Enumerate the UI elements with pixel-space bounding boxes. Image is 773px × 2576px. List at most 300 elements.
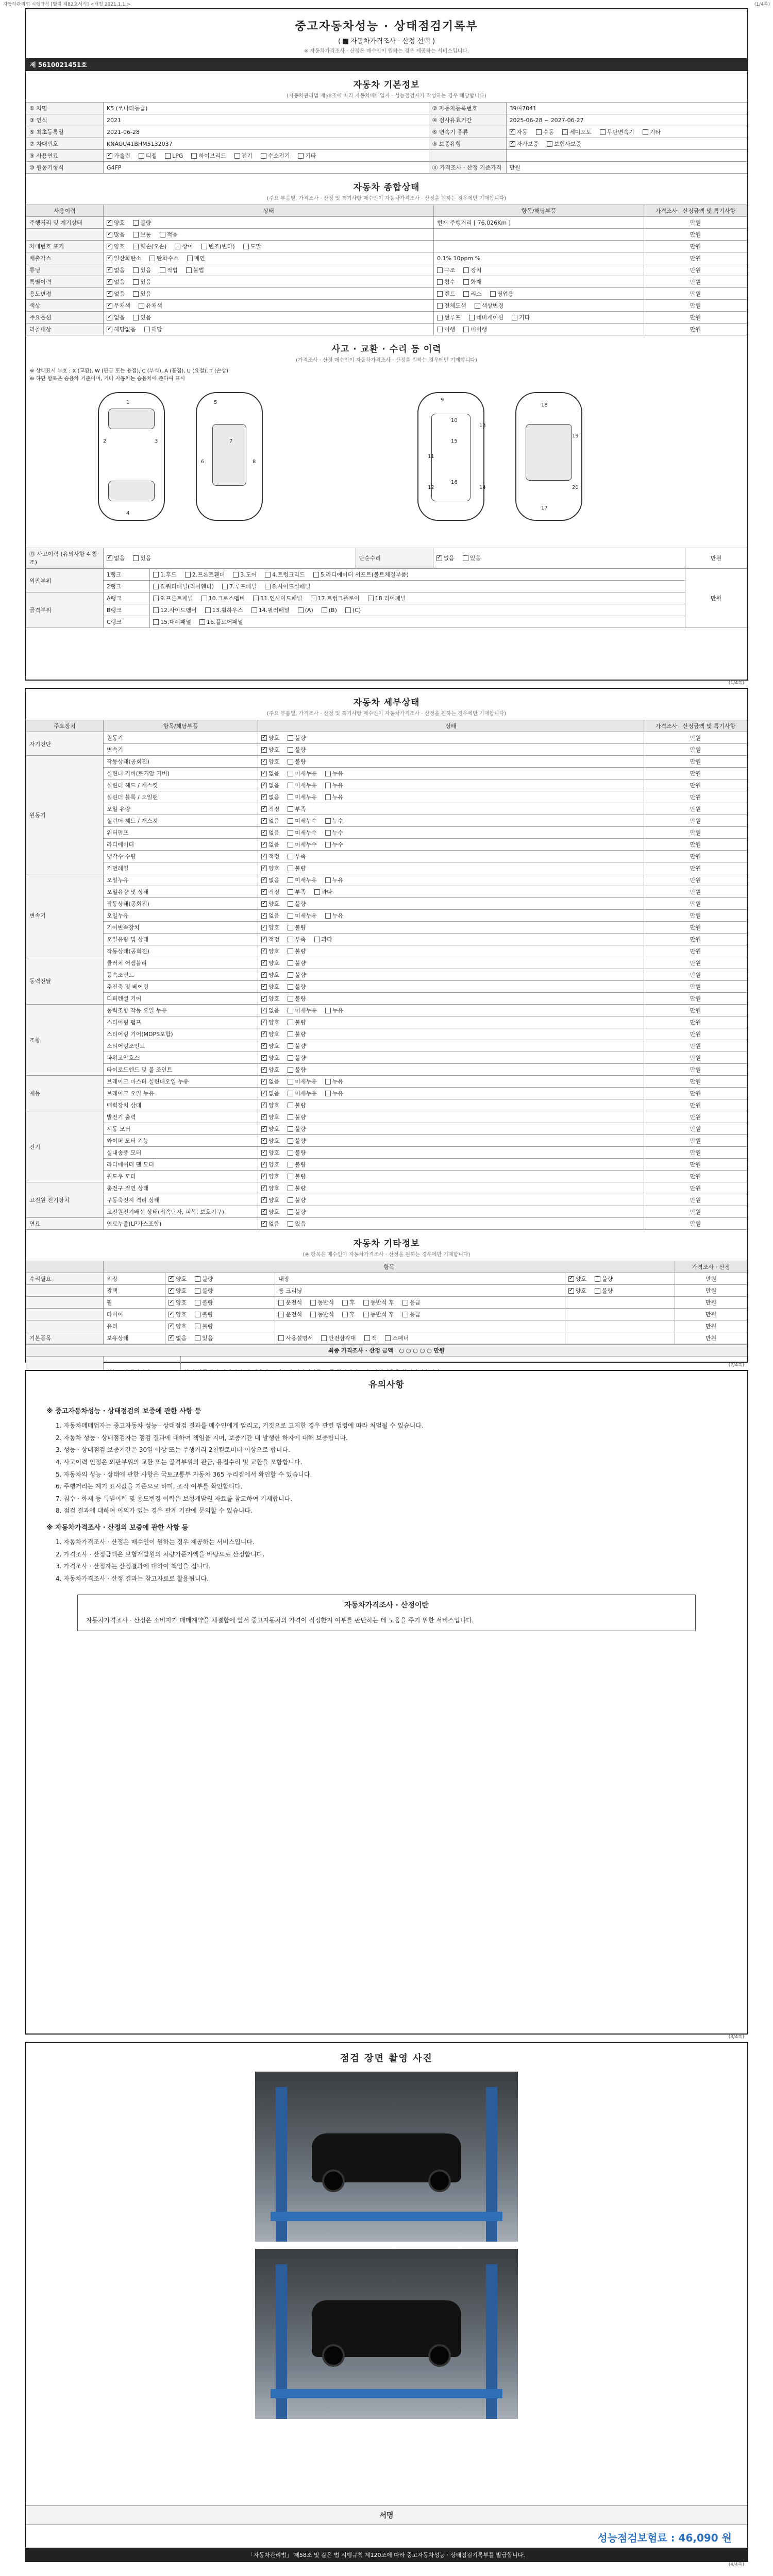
checkbox-icon[interactable] <box>475 303 480 309</box>
checkbox-icon[interactable] <box>288 854 293 859</box>
checkbox-icon[interactable] <box>169 1300 174 1306</box>
part-state: ✓ 양호 불량 <box>258 1123 644 1135</box>
checkbox-icon[interactable] <box>261 889 267 895</box>
part-name: 오일유량 및 상태 <box>104 934 258 945</box>
checkbox-icon[interactable] <box>288 1114 293 1120</box>
checkbox-icon[interactable] <box>288 818 293 824</box>
checkbox-icon[interactable] <box>288 1150 293 1156</box>
checkbox-icon[interactable] <box>463 267 469 273</box>
checkbox-icon[interactable] <box>288 1091 293 1096</box>
row-detail: 구조 장치 <box>434 264 644 276</box>
part-state: ✓ 양호 불량 <box>258 1016 644 1028</box>
checkbox-icon[interactable] <box>195 1324 200 1329</box>
checkbox-icon[interactable] <box>261 735 267 741</box>
checkbox-icon[interactable] <box>325 1091 331 1096</box>
note-item: 4. 사고이력 인정은 외판부위의 교환 또는 골격부위의 판금, 용접수리 및 교환을 포함합니다. <box>56 1458 303 1466</box>
checkbox-icon[interactable] <box>325 830 331 836</box>
checkbox-icon[interactable] <box>325 818 331 824</box>
checkbox-icon[interactable] <box>261 1020 267 1025</box>
checkbox-icon[interactable] <box>278 1335 284 1341</box>
checkbox-icon[interactable] <box>187 256 193 261</box>
checkbox-icon[interactable] <box>325 1008 331 1013</box>
checkbox-icon[interactable] <box>261 1043 267 1049</box>
checkbox-icon[interactable] <box>288 1055 293 1061</box>
part-price: 만원 <box>644 1135 747 1147</box>
part-price: 만원 <box>644 886 747 898</box>
notes-heading-2: ※ 자동차가격조사 · 산정의 보증에 관한 사항 등 <box>46 1523 189 1532</box>
checkbox-icon[interactable] <box>261 1067 267 1073</box>
checkbox-icon[interactable] <box>201 244 207 249</box>
checkbox-icon[interactable] <box>363 1300 369 1306</box>
checkbox-icon[interactable] <box>595 1276 600 1282</box>
checkbox-icon[interactable] <box>600 129 606 135</box>
part-price: 만원 <box>644 1218 747 1230</box>
checkbox-icon[interactable] <box>107 327 112 332</box>
table-row <box>26 1171 747 1182</box>
checkbox-icon[interactable] <box>261 1185 267 1191</box>
checkbox-icon[interactable] <box>261 913 267 919</box>
device-group: 동력전달 <box>26 957 104 1005</box>
basic-value: G4FP <box>104 162 429 174</box>
checkbox-icon[interactable] <box>288 1221 293 1227</box>
checkbox-icon[interactable] <box>261 901 267 907</box>
checkbox-icon[interactable] <box>107 256 112 261</box>
table-row <box>26 851 747 862</box>
checkbox-icon[interactable] <box>314 937 320 942</box>
checkbox-icon[interactable] <box>510 129 515 135</box>
checkbox-icon[interactable] <box>288 806 293 812</box>
checkbox-icon[interactable] <box>261 1114 267 1120</box>
checkbox-icon[interactable] <box>288 1079 293 1084</box>
lift-icon <box>271 2212 502 2221</box>
wheel-icon <box>322 2344 345 2367</box>
checkbox-icon[interactable] <box>288 1174 293 1179</box>
checkbox-icon[interactable] <box>107 303 112 309</box>
checkbox-icon[interactable] <box>325 877 331 883</box>
checkbox-icon[interactable] <box>185 572 191 578</box>
checkbox-icon[interactable] <box>261 1138 267 1144</box>
checkbox-icon[interactable] <box>195 1276 200 1282</box>
table-row <box>26 217 747 229</box>
row-detail: 썬루프 네비게이션 기타 <box>434 312 644 324</box>
checkbox-icon[interactable] <box>139 153 144 159</box>
table-row: 휠 ✓ 양호 불량 운전석 동반석 후 동반석 후 응급 만원 <box>26 1297 747 1309</box>
checkbox-icon[interactable] <box>288 1138 293 1144</box>
checkbox-icon[interactable] <box>368 596 374 601</box>
basic-label: ② 자동차등록번호 <box>429 103 506 114</box>
checkbox-icon[interactable] <box>437 303 443 309</box>
other-group <box>26 1297 104 1309</box>
checkbox-icon[interactable] <box>313 572 319 578</box>
checkbox-icon[interactable] <box>261 1008 267 1013</box>
checkbox-icon[interactable] <box>288 1209 293 1215</box>
checkbox-icon[interactable] <box>363 1312 369 1317</box>
checkbox-icon[interactable] <box>261 1162 267 1167</box>
checkbox-icon[interactable] <box>325 783 331 788</box>
checkbox-icon[interactable] <box>107 232 112 238</box>
checkbox-icon[interactable] <box>261 1031 267 1037</box>
checkbox-icon[interactable] <box>288 759 293 765</box>
checkbox-icon[interactable] <box>325 794 331 800</box>
checkbox-icon[interactable] <box>385 1335 391 1341</box>
checkbox-icon[interactable] <box>165 153 171 159</box>
checkbox-icon[interactable] <box>288 747 293 753</box>
checkbox-icon[interactable] <box>288 1067 293 1073</box>
checkbox-icon[interactable] <box>437 279 443 285</box>
checkbox-icon[interactable] <box>288 972 293 978</box>
table-row: 광택 ✓ 양호 불량 룸 크리닝 ✓ 양호 불량 만원 <box>26 1285 747 1297</box>
checkbox-icon[interactable] <box>133 232 139 238</box>
column-header: 가격조사 · 산정금액 및 특기사항 <box>644 720 747 732</box>
checkbox-icon[interactable] <box>222 584 228 589</box>
checkbox-icon[interactable] <box>191 153 197 159</box>
checkbox-icon[interactable] <box>288 1008 293 1013</box>
part-state: ✓ 양호 불량 <box>258 1052 644 1064</box>
checkbox-icon[interactable] <box>437 327 443 332</box>
checkbox-icon[interactable] <box>310 1312 316 1317</box>
table-row: 유리 ✓ 양호 불량 만원 <box>26 1320 747 1332</box>
row-price: 만원 <box>644 276 747 288</box>
checkbox-icon[interactable] <box>169 1324 174 1329</box>
checkbox-icon[interactable] <box>107 291 112 297</box>
checkbox-icon[interactable] <box>195 1312 200 1317</box>
checkbox-icon[interactable] <box>261 948 267 954</box>
checkbox-icon[interactable] <box>153 619 159 625</box>
checkbox-icon[interactable] <box>278 1312 284 1317</box>
checkbox-icon[interactable] <box>160 232 165 238</box>
part-price: 만원 <box>644 779 747 791</box>
checkbox-icon[interactable] <box>261 771 267 776</box>
checkbox-icon[interactable] <box>251 607 257 613</box>
checkbox-icon[interactable] <box>261 783 267 788</box>
checkbox-icon[interactable] <box>265 584 271 589</box>
checkbox-icon[interactable] <box>288 925 293 930</box>
checkbox-icon[interactable] <box>436 555 442 561</box>
part-name: 디퍼렌셜 기어 <box>104 993 258 1005</box>
checkbox-icon[interactable] <box>169 1312 174 1317</box>
checkbox-icon[interactable] <box>261 877 267 883</box>
checkbox-icon[interactable] <box>288 866 293 871</box>
checkbox-icon[interactable] <box>261 996 267 1002</box>
checkbox-icon[interactable] <box>314 889 320 895</box>
detail-title: 자동차 세부상태 <box>353 698 420 708</box>
checkbox-icon[interactable] <box>288 794 293 800</box>
basic-value: 2021-06-28 <box>104 126 429 138</box>
checkbox-icon[interactable] <box>463 555 468 561</box>
checkbox-icon[interactable] <box>288 901 293 907</box>
part-price: 만원 <box>644 732 747 744</box>
basic-label: ③ 연식 <box>26 114 104 126</box>
note-item: 1. 자동차매매업자는 중고자동차 성능 · 상태점검 결과를 매수인에게 알리고, 거짓으로 고지한 경우 관련 법령에 따라 처벌될 수 있습니다. <box>56 1422 424 1430</box>
part-state: ✓ 없음 미세누유 누유 <box>258 791 644 803</box>
row-label: 리콜대상 <box>26 324 104 335</box>
checkbox-icon[interactable] <box>261 747 267 753</box>
checkbox-icon[interactable] <box>288 783 293 788</box>
part-price: 만원 <box>644 791 747 803</box>
checkbox-icon[interactable] <box>288 1126 293 1132</box>
checkbox-icon[interactable] <box>195 1288 200 1294</box>
checkbox-icon[interactable] <box>261 1209 267 1215</box>
checkbox-icon[interactable] <box>133 555 139 561</box>
overall-table <box>26 205 747 335</box>
checkbox-icon[interactable] <box>261 972 267 978</box>
checkbox-icon[interactable] <box>288 889 293 895</box>
checkbox-icon[interactable] <box>261 842 267 848</box>
checkbox-icon[interactable] <box>261 794 267 800</box>
table-row <box>26 312 747 324</box>
checkbox-icon[interactable] <box>169 1335 174 1341</box>
checkbox-icon[interactable] <box>288 830 293 836</box>
checkbox-icon[interactable] <box>261 1174 267 1179</box>
checkbox-icon[interactable] <box>133 291 139 297</box>
checkbox-icon[interactable] <box>153 596 159 601</box>
part-price: 만원 <box>644 1016 747 1028</box>
note-item: 3. 성능 · 상태점검 보증기간은 30일 이상 또는 주행거리 2천킬로미터 이상으로 합니다. <box>56 1446 290 1454</box>
checkbox-icon[interactable] <box>310 1300 316 1306</box>
checkbox-icon[interactable] <box>195 1300 200 1306</box>
checkbox-icon[interactable] <box>510 141 515 147</box>
other-group <box>26 1285 104 1297</box>
checkbox-icon[interactable] <box>261 818 267 824</box>
diagram-label: 16 <box>451 480 458 485</box>
wheel-icon <box>322 2170 345 2192</box>
checkbox-icon[interactable] <box>261 806 267 812</box>
checkbox-icon[interactable] <box>199 619 205 625</box>
checkbox-icon[interactable] <box>547 141 552 147</box>
part-name: 클러치 어셈블리 <box>104 957 258 969</box>
checkbox-icon[interactable] <box>153 584 159 589</box>
checkbox-icon[interactable] <box>325 842 331 848</box>
part-name: 라디에이터 팬 모터 <box>104 1159 258 1171</box>
checkbox-icon[interactable] <box>261 153 266 159</box>
part-price: 만원 <box>644 862 747 874</box>
checkbox-icon[interactable] <box>288 1197 293 1203</box>
checkbox-icon[interactable] <box>261 937 267 942</box>
roof <box>212 424 246 486</box>
checkbox-icon[interactable] <box>288 1020 293 1025</box>
checkbox-icon[interactable] <box>325 913 331 919</box>
checkbox-icon[interactable] <box>322 607 327 613</box>
table-row <box>26 934 747 945</box>
checkbox-icon[interactable] <box>205 607 211 613</box>
checkbox-icon[interactable] <box>261 960 267 966</box>
checkbox-icon[interactable] <box>186 267 192 273</box>
part-name: 등속조인트 <box>104 969 258 981</box>
checkbox-icon[interactable] <box>107 315 112 320</box>
checkbox-icon[interactable] <box>288 877 293 883</box>
checkbox-icon[interactable] <box>261 1150 267 1156</box>
checkbox-icon[interactable] <box>288 842 293 848</box>
checkbox-icon[interactable] <box>133 267 139 273</box>
checkbox-icon[interactable] <box>288 996 293 1002</box>
notes-body <box>26 1390 747 1640</box>
column-header: 가격조사 · 산정금액 및 특기사항 <box>644 205 747 217</box>
checkbox-icon[interactable] <box>139 303 144 309</box>
detail-table <box>26 720 747 1230</box>
basic-row <box>26 138 747 150</box>
checkbox-icon[interactable] <box>253 596 259 601</box>
checkbox-icon[interactable] <box>643 129 648 135</box>
checkbox-icon[interactable] <box>288 1185 293 1191</box>
checkbox-icon[interactable] <box>261 830 267 836</box>
checkbox-icon[interactable] <box>133 244 139 249</box>
checkbox-icon[interactable] <box>288 1043 293 1049</box>
checkbox-icon[interactable] <box>288 735 293 741</box>
checkbox-icon[interactable] <box>201 596 207 601</box>
checkbox-icon[interactable] <box>342 1312 348 1317</box>
checkbox-icon[interactable] <box>325 1079 331 1084</box>
checkbox-icon[interactable] <box>261 1055 267 1061</box>
checkbox-icon[interactable] <box>234 153 240 159</box>
checkbox-icon[interactable] <box>288 1031 293 1037</box>
checkbox-icon[interactable] <box>568 1288 574 1294</box>
table-row <box>26 1040 747 1052</box>
checkbox-icon[interactable] <box>107 220 112 226</box>
checkbox-icon[interactable] <box>261 1091 267 1096</box>
checkbox-icon[interactable] <box>265 572 271 578</box>
car-front-view <box>98 392 165 521</box>
table-row <box>26 1005 747 1016</box>
page-3 <box>25 1370 748 2040</box>
checkbox-icon[interactable] <box>153 607 159 613</box>
checkbox-icon[interactable] <box>261 1103 267 1108</box>
part-state: ✓ 양호 불량 <box>258 1171 644 1182</box>
checkbox-icon[interactable] <box>169 1276 174 1282</box>
checkbox-icon[interactable] <box>278 1300 284 1306</box>
checkbox-icon[interactable] <box>402 1300 408 1306</box>
checkbox-icon[interactable] <box>345 607 351 613</box>
checkbox-icon[interactable] <box>437 267 443 273</box>
checkbox-icon[interactable] <box>437 315 443 320</box>
checkbox-icon[interactable] <box>463 291 469 297</box>
checkbox-icon[interactable] <box>160 267 165 273</box>
table-row <box>26 969 747 981</box>
checkbox-icon[interactable] <box>288 1103 293 1108</box>
checkbox-icon[interactable] <box>107 244 112 249</box>
table-row <box>26 910 747 922</box>
table-row: 기본품목 보유상태 ✓ 없음 있음 사용설명서 안전삼각대 잭 스패너 만원 <box>26 1332 747 1344</box>
checkbox-icon[interactable] <box>153 572 159 578</box>
table-row <box>26 791 747 803</box>
checkbox-icon[interactable] <box>261 925 267 930</box>
table-row <box>26 252 747 264</box>
table-row <box>26 229 747 241</box>
part-price: 만원 <box>644 768 747 779</box>
row-state: ✓ 없음 있음 적법 불법 <box>104 264 434 276</box>
part-name: 연료누출(LP가스포함) <box>104 1218 258 1230</box>
checkbox-icon[interactable] <box>261 1221 267 1227</box>
table-row <box>26 756 747 768</box>
checkbox-icon[interactable] <box>233 572 239 578</box>
checkbox-icon[interactable] <box>568 1276 574 1282</box>
accident-legend <box>26 366 747 382</box>
checkbox-icon[interactable] <box>195 1335 200 1341</box>
checkbox-icon[interactable] <box>321 1335 327 1341</box>
lift-icon <box>271 2389 502 2398</box>
checkbox-icon[interactable] <box>261 854 267 859</box>
part-state: ✓ 양호 불량 <box>258 898 644 910</box>
device-group: 원동기 <box>26 756 104 874</box>
checkbox-icon[interactable] <box>288 960 293 966</box>
checkbox-icon[interactable] <box>463 327 469 332</box>
checkbox-icon[interactable] <box>261 984 267 990</box>
checkbox-icon[interactable] <box>469 315 475 320</box>
checkbox-icon[interactable] <box>149 256 155 261</box>
checkbox-icon[interactable] <box>325 771 331 776</box>
part-state: ✓ 없음 미세누수 누수 <box>258 827 644 839</box>
checkbox-icon[interactable] <box>133 279 139 285</box>
checkbox-icon[interactable] <box>288 913 293 919</box>
checkbox-icon[interactable] <box>288 984 293 990</box>
basic-row <box>26 114 747 126</box>
checkbox-icon[interactable] <box>288 948 293 954</box>
checkbox-icon[interactable] <box>288 1162 293 1167</box>
checkbox-icon[interactable] <box>288 937 293 942</box>
basic-label: ④ 검사유효기간 <box>429 114 506 126</box>
checkbox-icon[interactable] <box>311 596 316 601</box>
checkbox-icon[interactable] <box>144 327 150 332</box>
checkbox-icon[interactable] <box>402 1312 408 1317</box>
checkbox-icon[interactable] <box>169 1288 174 1294</box>
diagram-label: 17 <box>541 505 548 511</box>
checkbox-icon[interactable] <box>298 153 304 159</box>
part-price: 만원 <box>644 1111 747 1123</box>
checkbox-icon[interactable] <box>463 279 469 285</box>
checkbox-icon[interactable] <box>490 291 496 297</box>
part-name: 충전구 절연 상태 <box>104 1182 258 1194</box>
table-row <box>26 886 747 898</box>
checkbox-icon[interactable] <box>175 244 180 249</box>
table-row <box>26 288 747 300</box>
checkbox-icon[interactable] <box>133 315 139 320</box>
part-name: 냉각수 수량 <box>104 851 258 862</box>
checkbox-icon[interactable] <box>512 315 517 320</box>
checkbox-icon[interactable] <box>364 1335 370 1341</box>
checkbox-icon[interactable] <box>342 1300 348 1306</box>
basic-row <box>26 162 747 174</box>
checkbox-icon[interactable] <box>562 129 568 135</box>
checkbox-icon[interactable] <box>107 555 112 561</box>
checkbox-icon[interactable] <box>133 220 139 226</box>
checkbox-icon[interactable] <box>107 153 112 159</box>
checkbox-icon[interactable] <box>261 866 267 871</box>
checkbox-icon[interactable] <box>595 1288 600 1294</box>
checkbox-icon[interactable] <box>298 607 304 613</box>
diagram-label: 4 <box>126 511 130 516</box>
table-row <box>26 839 747 851</box>
checkbox-icon[interactable] <box>107 267 112 273</box>
device-group: 연료 <box>26 1218 104 1230</box>
rear-panel <box>526 424 572 481</box>
checkbox-icon[interactable] <box>261 759 267 765</box>
basic-row <box>26 126 747 138</box>
part-name: 워터펌프 <box>104 827 258 839</box>
checkbox-icon[interactable] <box>261 1197 267 1203</box>
part-name: 실린더 커버(로커암 커버) <box>104 768 258 779</box>
checkbox-icon[interactable] <box>288 771 293 776</box>
checkbox-icon[interactable] <box>261 1126 267 1132</box>
part-price: 만원 <box>644 1147 747 1159</box>
checkbox-icon[interactable] <box>261 1079 267 1084</box>
diagram-label: 15 <box>451 438 458 444</box>
checkbox-icon[interactable] <box>536 129 542 135</box>
part-state: ✓ 양호 불량 <box>258 1194 644 1206</box>
pricing-explanation-box <box>77 1595 696 1631</box>
checkbox-icon[interactable] <box>437 291 443 297</box>
column-header: 상태 <box>104 205 434 217</box>
checkbox-icon[interactable] <box>107 279 112 285</box>
checkbox-icon[interactable] <box>243 244 249 249</box>
